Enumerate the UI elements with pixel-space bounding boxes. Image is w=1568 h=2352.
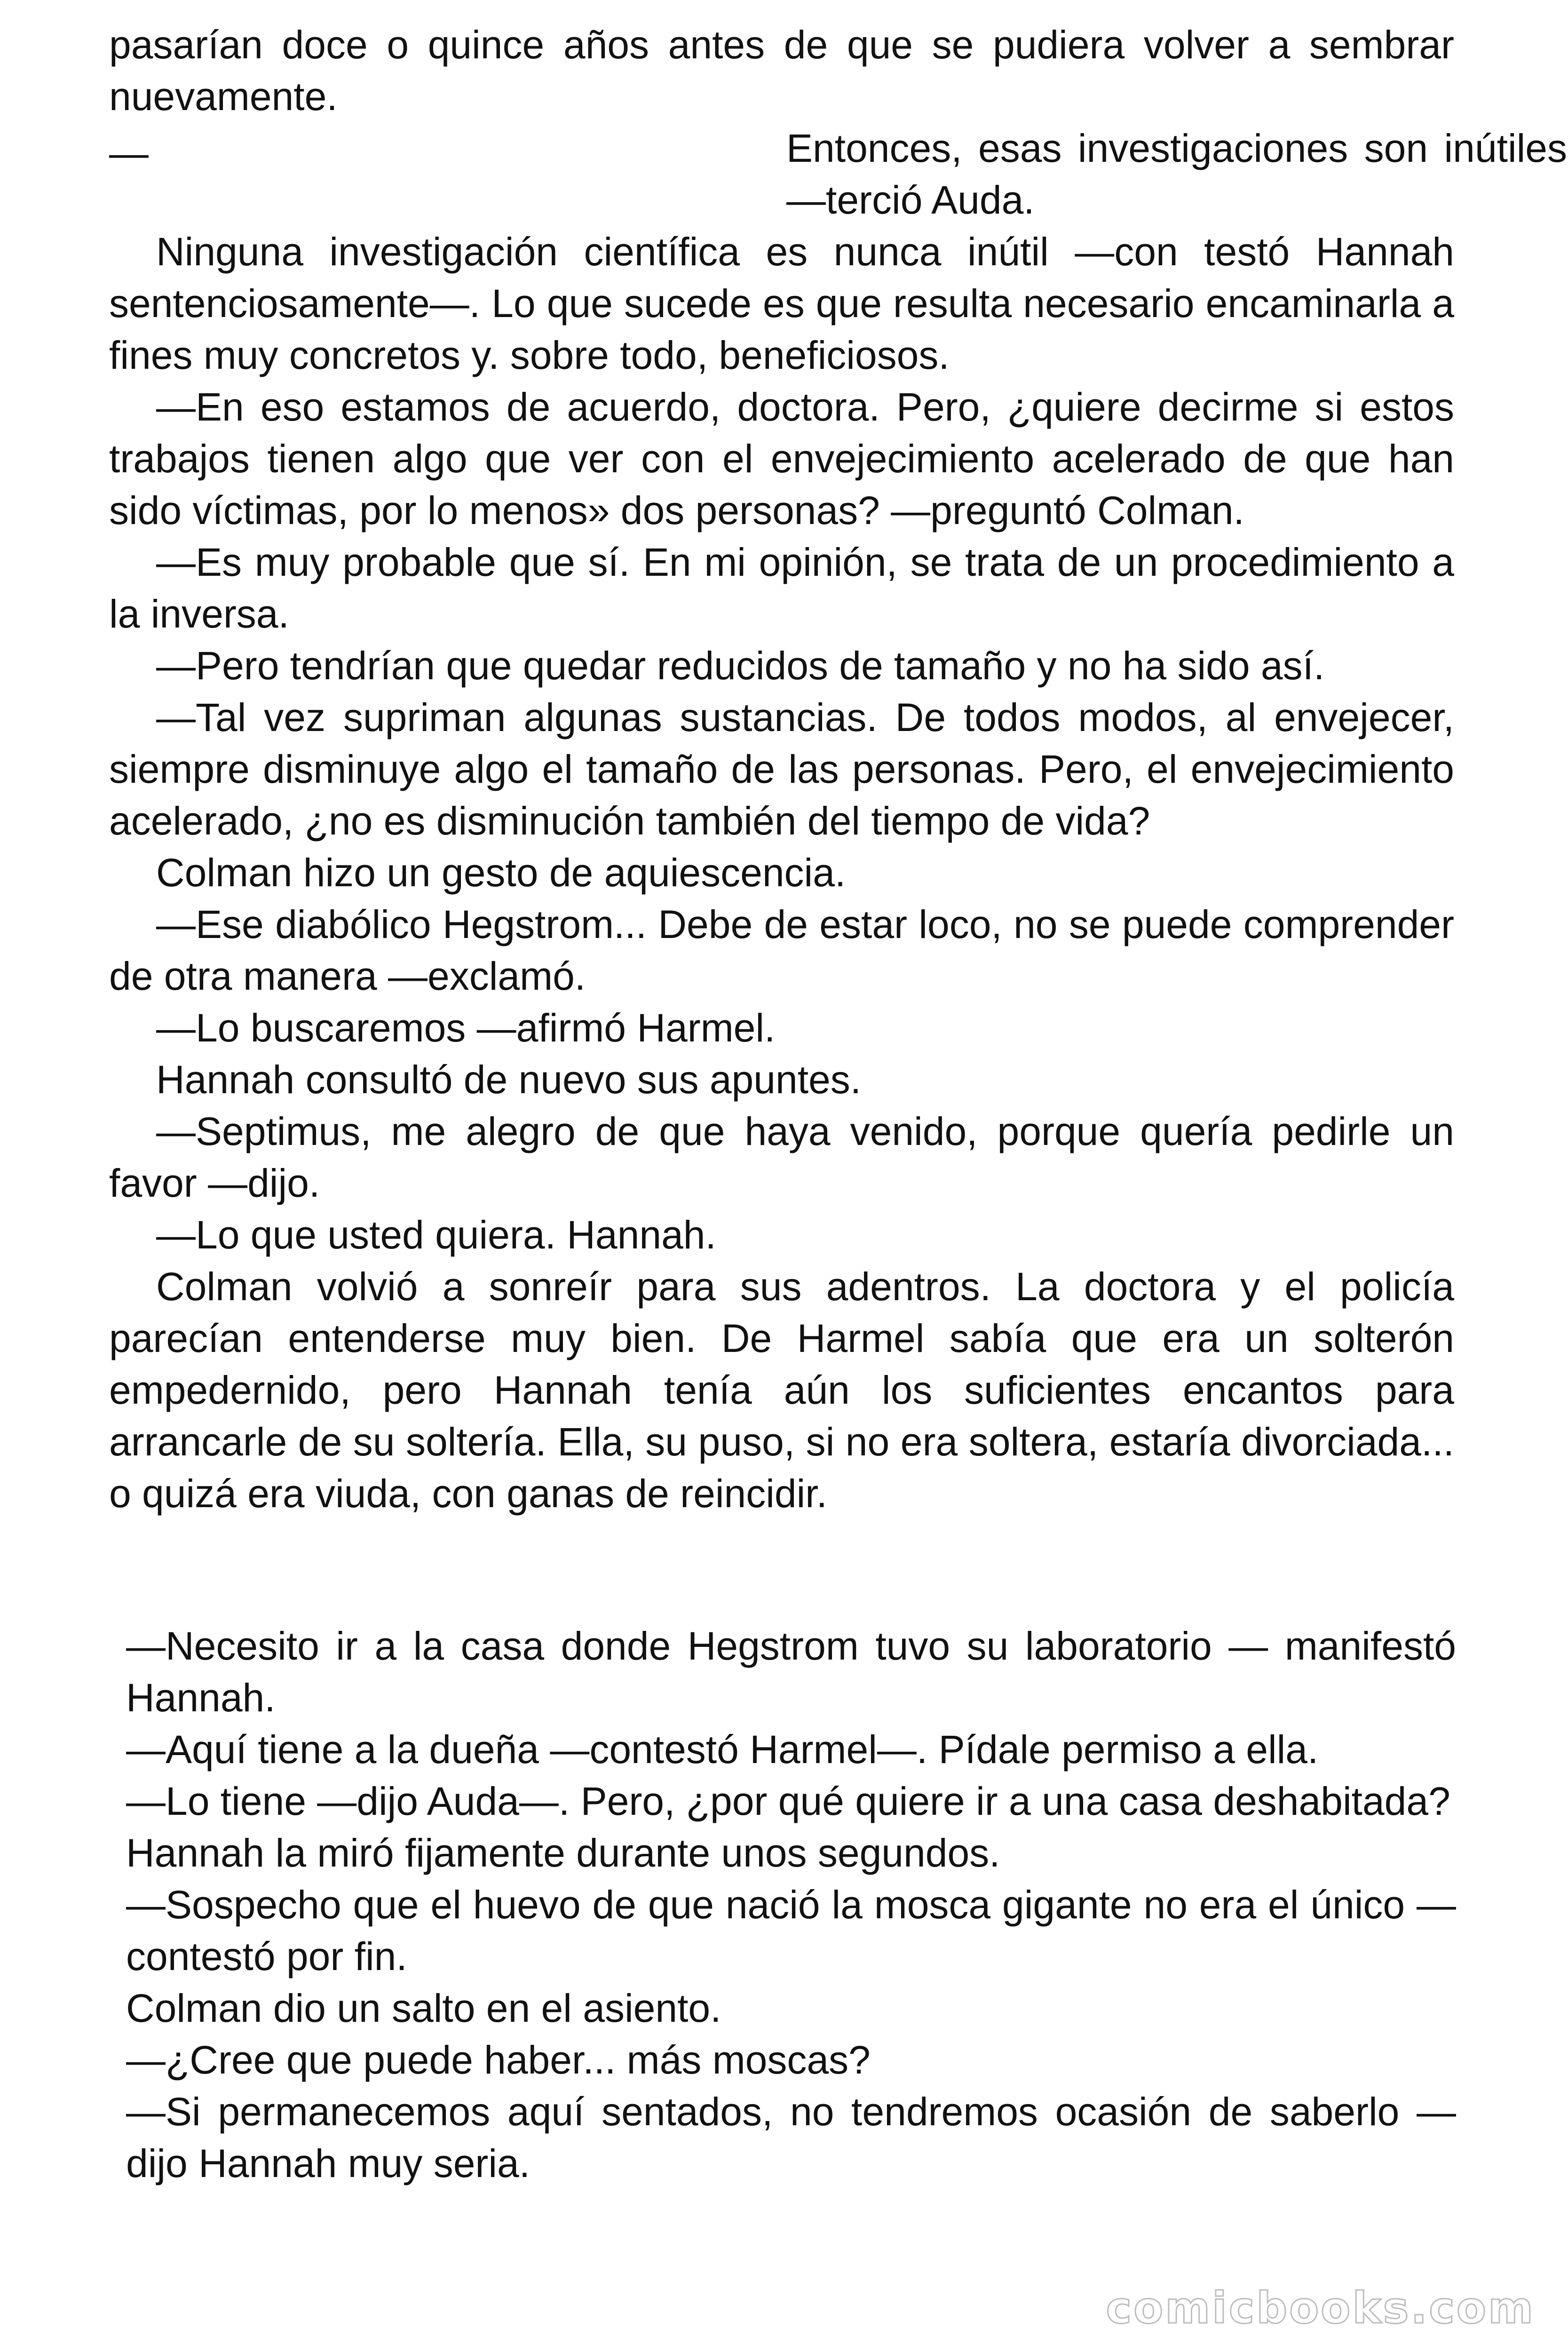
paragraph: —Aquí tiene a la dueña —contestó Harmel—. Pídale permiso a ella.	[126, 1727, 1319, 1772]
paragraph: —Necesito ir a la casa donde Hegstrom tuvo su laboratorio — manifestó Hannah.	[126, 1624, 1456, 1720]
paragraph: Colman dio un salto en el asiento.	[126, 1986, 721, 2030]
paragraph: —Si permanecemos aquí sentados, no tendremos ocasión de saberlo —dijo Hannah muy seria.	[126, 2090, 1456, 2185]
paragraph: —¿Cree que puede haber... más moscas?	[126, 2038, 871, 2082]
paragraph: —En eso estamos de acuerdo, doctora. Pero, ¿quiere decirme si estos trabajos tienen algo que ver con el envejecimiento acelerado de que han sido víctimas, por lo menos» dos personas? —preguntó Colman.	[109, 385, 1454, 532]
paragraph: —Lo tiene —dijo Auda—. Pero, ¿por qué quiere ir a una casa deshabitada?	[126, 1779, 1450, 1823]
paragraph: Hannah la miró fijamente durante unos segundos.	[126, 1831, 1000, 1875]
paragraph: Colman hizo un gesto de aquiescencia.	[156, 850, 846, 895]
paragraph: —Es muy probable que sí. En mi opinión, se trata de un procedimiento a la inversa.	[109, 540, 1454, 636]
paragraph: Colman volvió a sonreír para sus adentros. La doctora y el policía parecían entenderse muy bien. De Harmel sabía que era un solterón empedernido, pero Hannah tenía aún los suficientes encantos para arrancarle de su soltería. Ella, su puso, si no era soltera, estaría divorciada... o quizá era viuda, con ganas de reincidir.	[109, 1264, 1454, 1516]
paragraph-continuation: pasarían doce o quince años antes de que se pudiera volver a sembrar nuevamente.	[109, 23, 1454, 119]
paragraph: —Lo que usted quiera. Hannah.	[156, 1213, 716, 1257]
stray-dash: —	[109, 131, 149, 175]
paragraph: —Sospecho que el huevo de que nació la mosca gigante no era el único —contestó por fin.	[126, 1883, 1456, 1979]
paragraph: —Ese diabólico Hegstrom... Debe de estar loco, no se puede comprender de otra manera —exclamó.	[109, 902, 1454, 998]
paragraph-auda-reply: Entonces, esas investigaciones son inútiles —terció Auda.	[786, 126, 1567, 222]
paragraph: —Lo buscaremos —afirmó Harmel.	[156, 1006, 776, 1050]
dialogue-text-column	[126, 1620, 1456, 2189]
site-watermark: comicbooks.com	[1106, 2283, 1535, 2333]
paragraph: Hannah consultó de nuevo sus apuntes.	[156, 1057, 862, 1102]
paragraph: —Septimus, me alegro de que haya venido, porque quería pedirle un favor —dijo.	[109, 1109, 1454, 1205]
paragraph: —Tal vez supriman algunas sustancias. De todos modos, al envejecer, siempre disminuye algo el tamaño de las personas. Pero, el envejecimiento acelerado, ¿no es disminución también del tiempo de vida?	[109, 695, 1454, 843]
paragraph: Ninguna investigación científica es nunca inútil —con testó Hannah sentenciosamente—. Lo que sucede es que resulta necesario encaminarla a fines muy concretos y. sobre todo, beneficiosos.	[109, 230, 1454, 377]
main-text-column	[109, 19, 1567, 1519]
paragraph: —Pero tendrían que quedar reducidos de tamaño y no ha sido así.	[156, 644, 1325, 688]
